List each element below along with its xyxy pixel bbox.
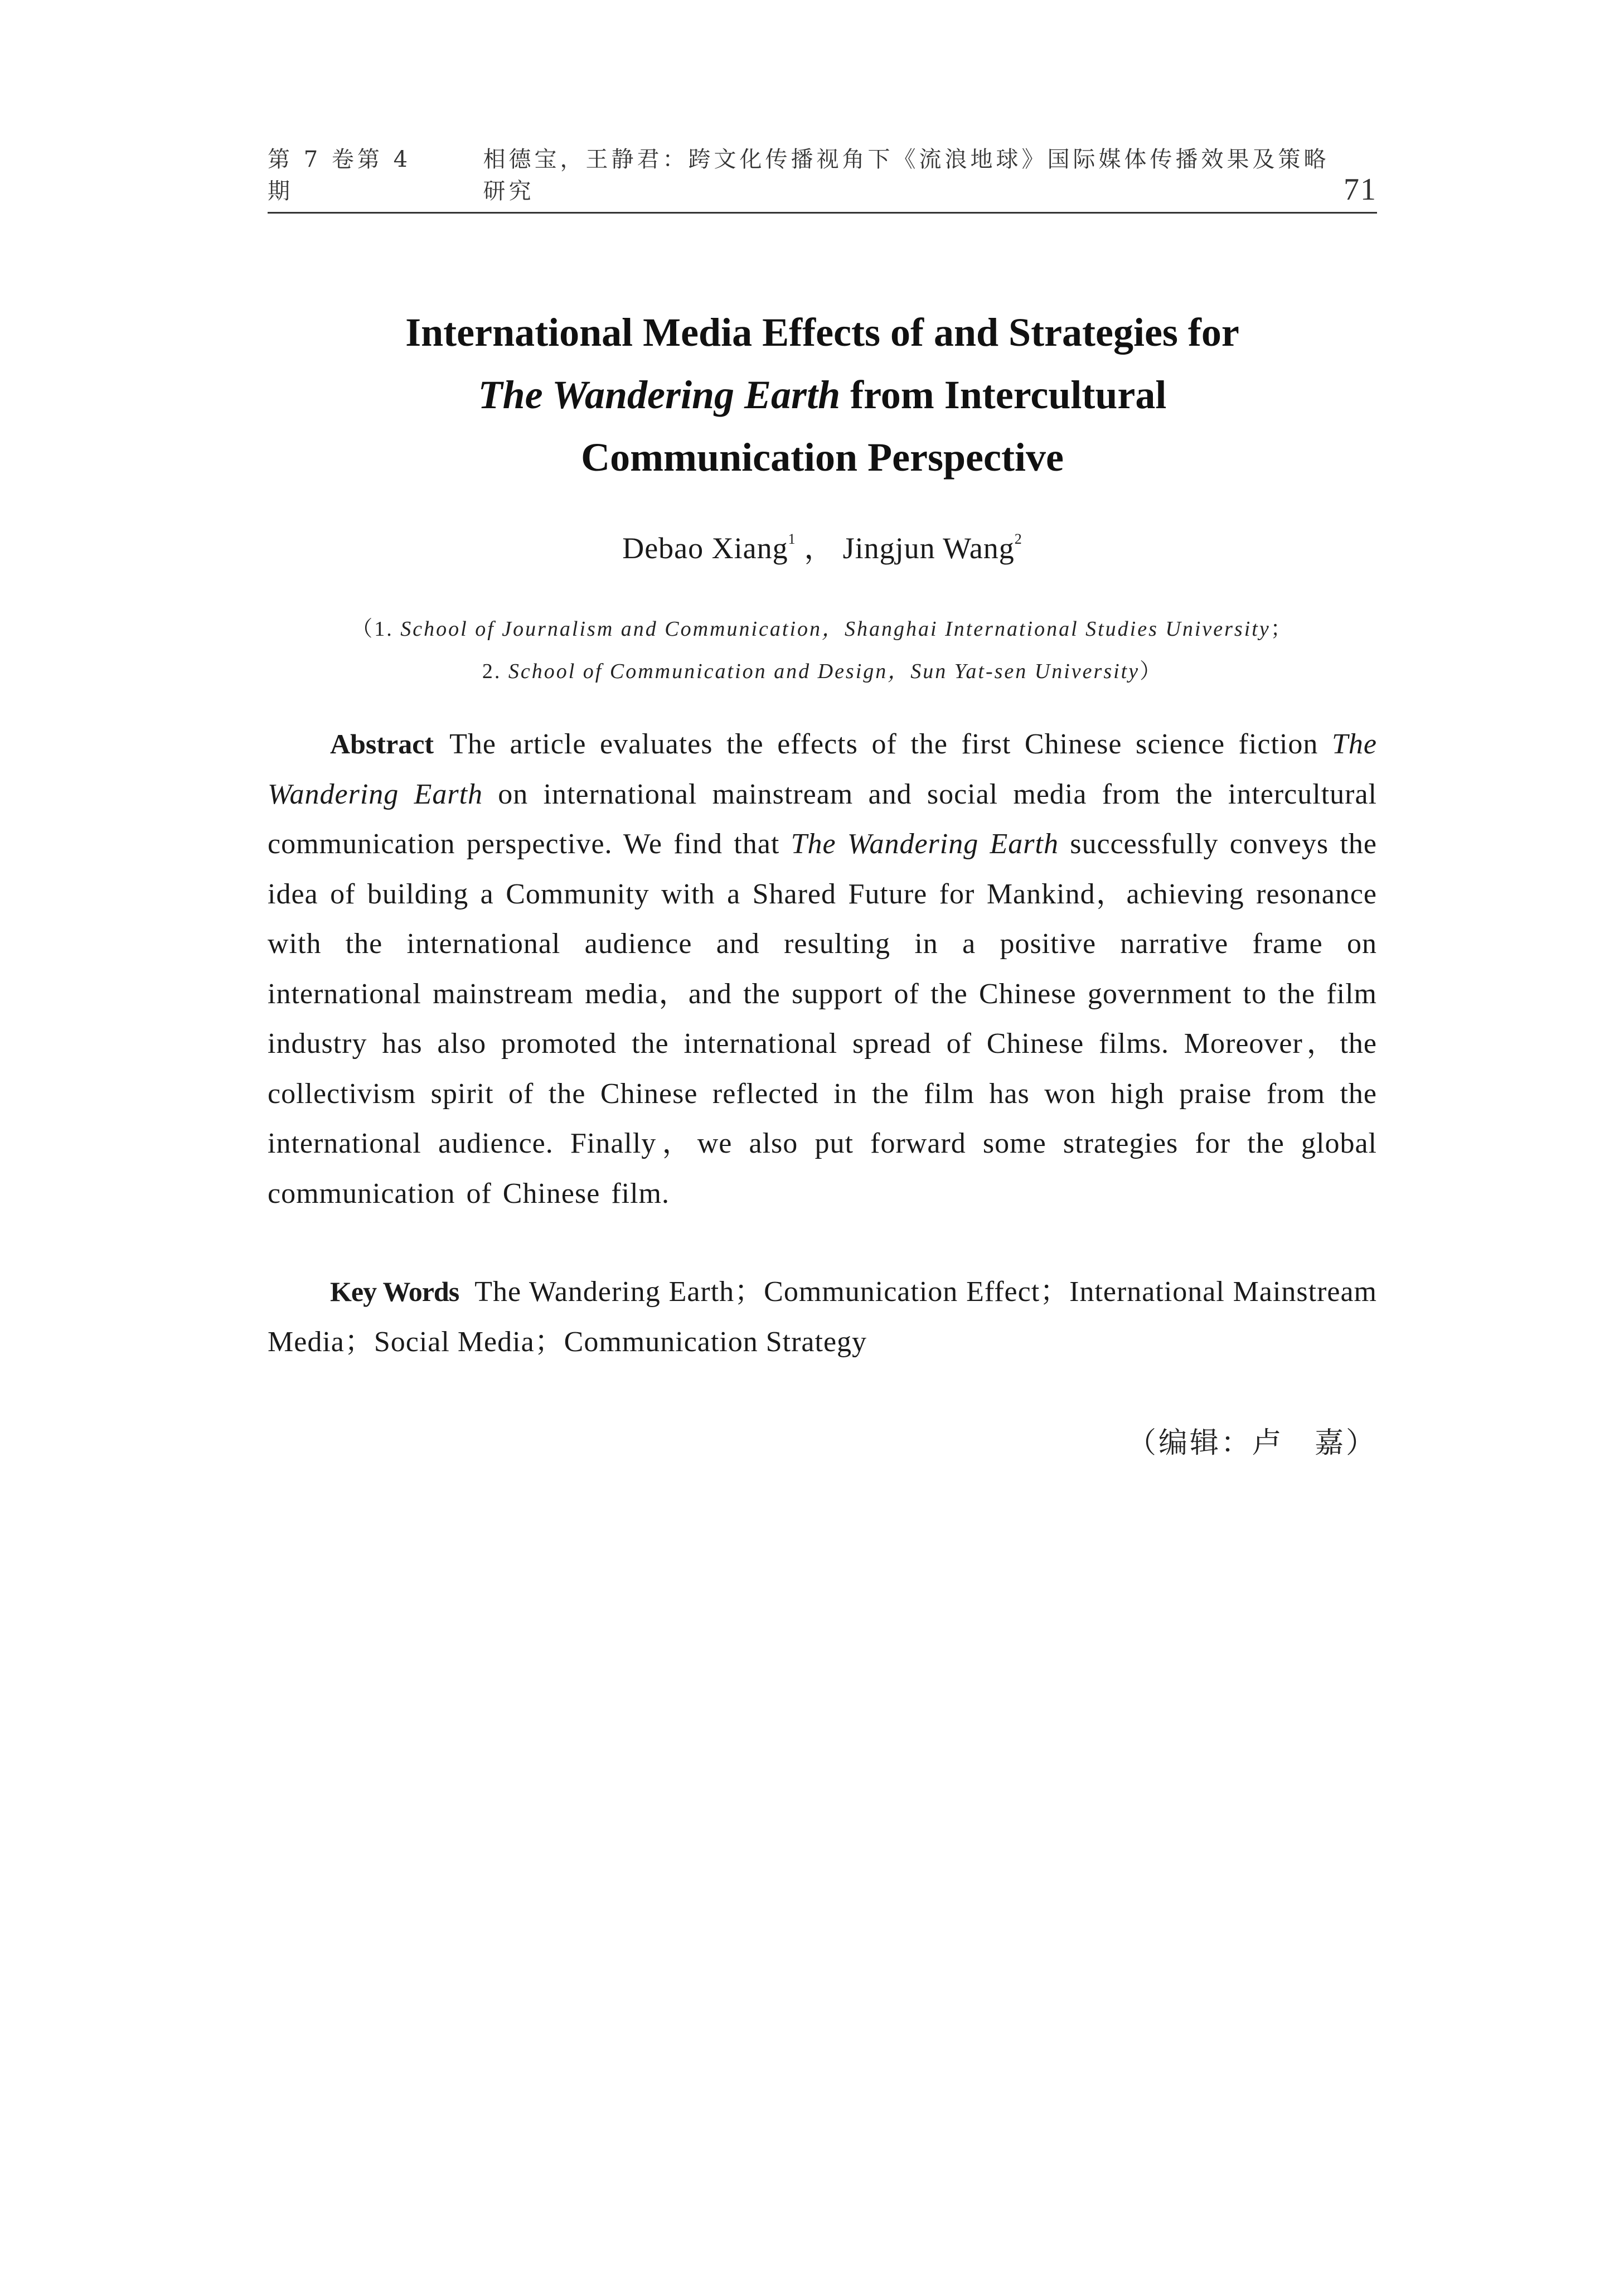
abstract-text-1: The article evaluates the effects of the first Chinese science fiction bbox=[449, 728, 1332, 760]
author-separator: ， bbox=[796, 531, 835, 565]
affiliation-2-text: School of Communication and Design，Sun Yat-sen University bbox=[508, 660, 1140, 683]
author-1: Debao Xiang bbox=[622, 531, 788, 565]
author-line bbox=[268, 524, 1377, 567]
running-title: 相德宝，王静君：跨文化传播视角下《流浪地球》国际媒体传播效果及策略研究 bbox=[483, 147, 1330, 204]
running-header bbox=[268, 147, 1377, 214]
affiliation-1-suffix: ； bbox=[1270, 617, 1293, 641]
affiliations bbox=[268, 608, 1377, 693]
title-line-3: Communication Perspective bbox=[581, 435, 1064, 480]
journal-issue: 第 7 卷第 4 期 bbox=[268, 147, 411, 204]
editor-note: （编辑：卢 嘉） bbox=[1127, 1426, 1377, 1460]
affiliation-1 bbox=[268, 608, 1377, 650]
affiliation-1-prefix: （1. bbox=[351, 617, 401, 641]
film-title-italic: The Wandering Earth bbox=[478, 373, 841, 417]
abstract-film-title-1: The Wandering Earth bbox=[268, 728, 1377, 810]
keywords-label: Key Words bbox=[330, 1276, 459, 1307]
title-line-2 bbox=[268, 364, 1377, 426]
abstract-text-3: successfully conveys the idea of building a Community with a Shared Future for Mankind，achieving resonance with the international audience and resulting in a positive narrative frame on international mainstream media，and the support of the Chinese government to the film industry has also promoted the international spread of Chinese films. Moreover，the collectivism spirit of the Chinese reflected in the film has won high praise from the international audience. Finally，we also put forward some strategies for the global communication of Chinese film. bbox=[268, 828, 1377, 1210]
affiliation-2-prefix: 2. bbox=[482, 660, 508, 683]
paper-title bbox=[268, 301, 1377, 488]
author-1-affiliation-mark: 1 bbox=[788, 531, 796, 547]
keywords-text: The Wandering Earth；Communication Effect；International Mainstream Media；Social Media；Communication Strategy bbox=[268, 1276, 1377, 1358]
abstract-paragraph bbox=[268, 719, 1377, 1218]
affiliation-2-suffix: ） bbox=[1140, 660, 1163, 683]
title-line-1: International Media Effects of and Strategies for bbox=[405, 310, 1239, 355]
abstract-label: Abstract bbox=[330, 728, 434, 760]
abstract-film-title-2: The Wandering Earth bbox=[791, 828, 1059, 860]
affiliation-1-text: School of Journalism and Communication，Shanghai International Studies University bbox=[400, 617, 1271, 641]
affiliation-2 bbox=[268, 650, 1377, 693]
title-line-2-rest: from Intercultural bbox=[840, 373, 1167, 417]
abstract-text-2: on international mainstream and social media from the intercultural communication perspective. We find that bbox=[268, 778, 1377, 860]
keywords-paragraph bbox=[268, 1267, 1377, 1367]
author-2: Jingjun Wang bbox=[842, 531, 1015, 565]
author-2-affiliation-mark: 2 bbox=[1014, 531, 1022, 547]
page-number: 71 bbox=[1344, 172, 1377, 207]
